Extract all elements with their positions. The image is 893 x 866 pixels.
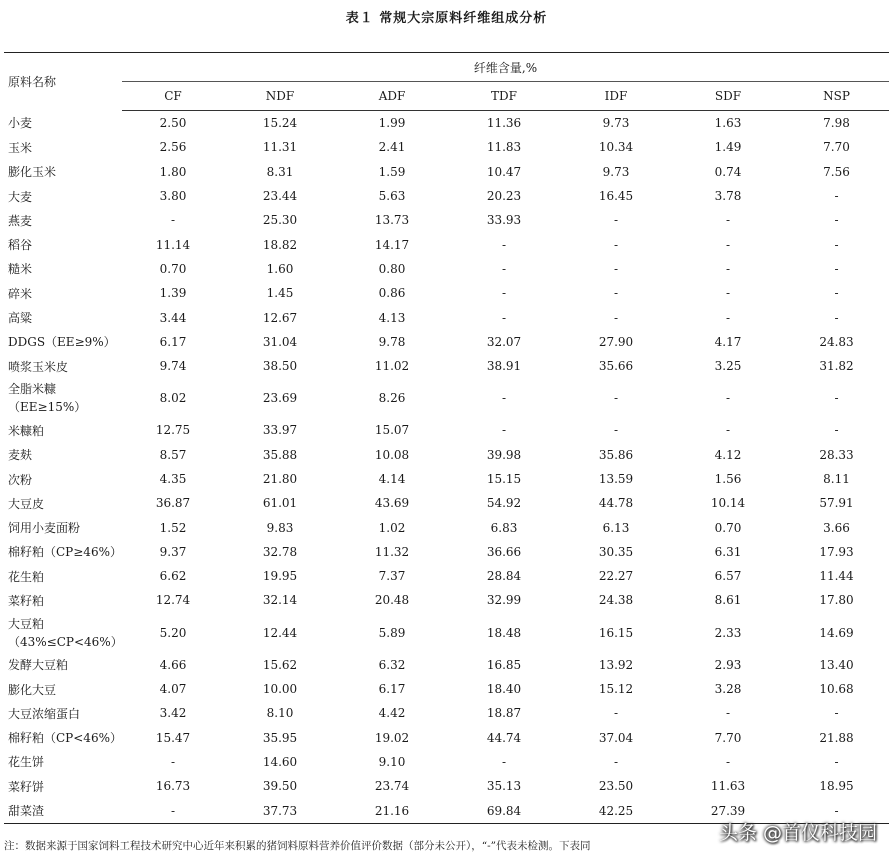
value-cell-nsp: - <box>834 706 839 721</box>
value-cell-nsp: 21.88 <box>819 730 854 745</box>
value-cell-cf: 8.57 <box>159 447 187 462</box>
value-cell-ndf: 9.83 <box>266 520 294 535</box>
header-nsp: NSP <box>784 82 889 111</box>
material-name-cell: 大豆浓缩蛋白 <box>8 706 81 721</box>
value-cell-tdf: 18.87 <box>486 706 522 721</box>
table-row <box>4 354 889 378</box>
value-cell-nsp: 57.91 <box>819 496 854 511</box>
value-cell-cf: 3.44 <box>159 310 187 325</box>
value-cell-idf: 42.25 <box>560 798 672 823</box>
material-name-cell: 玉米 <box>8 140 33 155</box>
value-cell-ndf: 31.04 <box>262 334 298 349</box>
value-cell-idf: 44.78 <box>598 496 634 511</box>
value-cell-sdf: 0.70 <box>714 520 742 535</box>
value-cell-adf: 5.89 <box>378 625 406 640</box>
value-cell-ndf: 10.00 <box>262 682 298 697</box>
value-cell-tdf: 10.47 <box>486 164 522 179</box>
watermark-label: 头条 @首仪科技园 <box>718 822 877 844</box>
value-cell-idf: 24.38 <box>598 593 634 608</box>
value-cell-ndf: 35.95 <box>262 730 298 745</box>
value-cell-ndf: 32.14 <box>262 593 298 608</box>
value-cell-cf: 1.39 <box>159 286 187 301</box>
table-row <box>4 467 889 491</box>
value-cell-tdf: 15.15 <box>486 472 522 486</box>
value-cell-sdf: 7.70 <box>714 730 742 745</box>
value-cell-sdf: - <box>725 391 731 406</box>
value-cell-sdf: 4.12 <box>714 447 742 462</box>
value-cell-tdf: - <box>501 261 507 276</box>
header-cf: CF <box>122 82 224 111</box>
value-cell-idf: 27.90 <box>598 334 634 349</box>
value-cell-cf: 1.80 <box>159 164 187 179</box>
value-cell-sdf: - <box>725 237 731 252</box>
header-fiber-content: 纤维含量,% <box>122 53 889 82</box>
table-row <box>4 184 889 208</box>
value-cell-ndf: 19.95 <box>262 569 298 584</box>
material-name-cell: 菜籽粕 <box>8 593 45 608</box>
value-cell-nsp: - <box>834 261 839 276</box>
value-cell-nsp: 17.93 <box>819 544 854 559</box>
value-cell-adf: 43.69 <box>374 496 410 511</box>
value-cell-adf: 23.74 <box>374 779 410 794</box>
table-row <box>4 653 889 677</box>
value-cell-tdf: 20.23 <box>486 189 522 204</box>
value-cell-ndf: 33.97 <box>262 423 298 438</box>
value-cell-tdf: 69.84 <box>448 798 560 823</box>
value-cell-sdf: 3.28 <box>714 682 742 697</box>
value-cell-cf: 2.56 <box>159 140 187 155</box>
material-name-cell: 膨化玉米 <box>8 165 57 180</box>
value-cell-tdf: 39.98 <box>486 447 522 462</box>
value-cell-sdf: 4.17 <box>714 334 742 349</box>
value-cell-idf: 23.50 <box>598 779 634 794</box>
value-cell-adf: 1.02 <box>378 520 406 535</box>
value-cell-ndf: 11.31 <box>262 140 298 155</box>
value-cell-sdf: 10.14 <box>710 496 746 511</box>
value-cell-adf: 11.02 <box>374 359 410 374</box>
table-body <box>4 111 889 824</box>
value-cell-nsp: - <box>834 237 839 252</box>
value-cell-tdf: 11.83 <box>486 140 522 155</box>
material-name-cell: 花生粕 <box>8 569 45 584</box>
value-cell-adf: 9.10 <box>378 754 406 769</box>
value-cell-nsp: 28.33 <box>819 447 854 462</box>
value-cell-idf: 10.34 <box>598 140 634 155</box>
value-cell-tdf: - <box>501 391 507 406</box>
value-cell-nsp: 18.95 <box>819 779 854 794</box>
value-cell-tdf: 6.83 <box>490 520 518 535</box>
value-cell-cf: 3.80 <box>159 189 187 204</box>
value-cell-ndf: 23.44 <box>262 189 298 204</box>
table-row <box>4 677 889 701</box>
value-cell-adf: 11.32 <box>374 544 410 559</box>
material-name-cell: 全脂米糠（EE≥15%） <box>8 382 87 415</box>
value-cell-ndf: 32.78 <box>262 544 298 559</box>
value-cell-idf: 13.92 <box>598 657 634 672</box>
value-cell-adf: 15.07 <box>374 423 410 438</box>
material-name-cell: 花生饼 <box>8 755 45 770</box>
value-cell-sdf: - <box>725 213 731 228</box>
value-cell-tdf: 16.85 <box>486 657 522 672</box>
value-cell-adf: 2.41 <box>378 140 406 155</box>
material-name-cell: 甜菜渣 <box>4 798 122 823</box>
value-cell-idf: 35.86 <box>598 447 634 462</box>
value-cell-adf: 4.14 <box>378 472 406 486</box>
value-cell-nsp: 24.83 <box>819 334 854 349</box>
header-material-name: 原料名称 <box>4 53 122 111</box>
value-cell-cf: 4.35 <box>159 472 187 486</box>
value-cell-idf: 9.73 <box>602 116 630 131</box>
material-name-cell: 饲用小麦面粉 <box>8 521 81 536</box>
table-row <box>4 257 889 281</box>
value-cell-ndf: 25.30 <box>262 213 298 228</box>
value-cell-adf: 4.42 <box>378 706 406 721</box>
value-cell-nsp: - <box>834 754 839 769</box>
table-row <box>4 208 889 232</box>
value-cell-nsp: 14.69 <box>819 625 854 640</box>
value-cell-ndf: 1.60 <box>266 261 294 276</box>
value-cell-tdf: - <box>501 310 507 325</box>
table-row <box>4 443 889 467</box>
value-cell-tdf: 36.66 <box>486 544 522 559</box>
value-cell-idf: - <box>613 391 619 406</box>
table-row <box>4 726 889 750</box>
value-cell-cf: 4.66 <box>159 657 187 672</box>
material-name-cell: 稻谷 <box>8 238 33 253</box>
value-cell-idf: 37.04 <box>598 730 634 745</box>
material-name-cell: 糙米 <box>8 262 33 277</box>
value-cell-adf: 0.80 <box>378 261 406 276</box>
value-cell-tdf: 18.40 <box>486 682 522 697</box>
value-cell-tdf: 11.36 <box>486 116 522 131</box>
table-row <box>4 330 889 354</box>
table-row <box>4 701 889 725</box>
value-cell-nsp: - <box>834 286 839 301</box>
value-cell-idf: - <box>613 286 619 301</box>
value-cell-tdf: 18.48 <box>486 625 522 640</box>
value-cell-cf: 12.75 <box>155 423 191 438</box>
table-footnote: 注：数据来源于国家饲料工程技术研究中心近年来积累的猪饲料原料营养价值评价数据（部分未公开），“-”代表未检测。下表同 <box>4 840 591 852</box>
header-tdf: TDF <box>448 82 560 111</box>
material-name-cell: 高粱 <box>8 311 33 326</box>
value-cell-adf: 4.13 <box>378 310 406 325</box>
value-cell-adf: 0.86 <box>378 286 406 301</box>
material-name-cell: 喷浆玉米皮 <box>8 359 69 374</box>
value-cell-tdf: 32.07 <box>486 334 522 349</box>
value-cell-idf: 15.12 <box>598 682 634 697</box>
table-row <box>4 160 889 184</box>
value-cell-idf: - <box>613 754 619 769</box>
header-ndf: NDF <box>224 82 336 111</box>
value-cell-adf: 8.26 <box>378 391 406 406</box>
value-cell-nsp: 3.66 <box>823 520 850 535</box>
value-cell-cf: - <box>122 798 224 823</box>
material-name-cell: 麦麸 <box>8 448 33 463</box>
value-cell-idf: - <box>613 237 619 252</box>
value-cell-idf: - <box>613 310 619 325</box>
material-name-cell: 大豆粕（43%≤CP<46%） <box>8 616 123 649</box>
table-row <box>4 588 889 612</box>
value-cell-tdf: 38.91 <box>486 359 522 374</box>
value-cell-cf: 11.14 <box>155 237 191 252</box>
value-cell-adf: 14.17 <box>374 237 410 252</box>
value-cell-sdf: 1.56 <box>714 472 742 486</box>
value-cell-nsp: - <box>834 213 839 228</box>
value-cell-sdf: 11.63 <box>710 779 746 794</box>
table-row <box>4 111 889 136</box>
value-cell-cf: 6.62 <box>159 569 187 584</box>
value-cell-adf: 13.73 <box>374 213 410 228</box>
table-row <box>4 418 889 442</box>
table-row <box>4 515 889 539</box>
value-cell-sdf: - <box>725 754 731 769</box>
material-name-cell: 大麦 <box>8 189 33 204</box>
material-name-cell: 棉籽粕（CP<46%） <box>8 731 122 746</box>
value-cell-nsp: - <box>834 423 839 438</box>
value-cell-ndf: 23.69 <box>262 391 298 406</box>
value-cell-cf: 1.52 <box>159 520 187 535</box>
value-cell-nsp: 7.56 <box>823 164 850 179</box>
value-cell-adf: 1.99 <box>378 116 406 131</box>
value-cell-sdf: - <box>725 423 731 438</box>
table-row <box>4 540 889 564</box>
value-cell-ndf: 12.44 <box>262 625 298 640</box>
value-cell-nsp: - <box>834 189 839 204</box>
value-cell-tdf: 54.92 <box>486 496 522 511</box>
material-name-cell: 棉籽粕（CP≥46%） <box>8 545 122 560</box>
value-cell-adf: 21.16 <box>336 798 448 823</box>
value-cell-adf: 6.17 <box>378 682 406 697</box>
table-row <box>4 305 889 329</box>
value-cell-adf: 10.08 <box>374 447 410 462</box>
value-cell-ndf: 37.73 <box>224 798 336 823</box>
value-cell-ndf: 8.31 <box>266 164 294 179</box>
material-name-cell: 米糠粕 <box>8 423 45 438</box>
value-cell-idf: 22.27 <box>598 569 634 584</box>
value-cell-sdf: - <box>725 261 731 276</box>
value-cell-tdf: 44.74 <box>486 730 522 745</box>
value-cell-sdf: 8.61 <box>714 593 742 608</box>
value-cell-cf: 3.42 <box>159 706 187 721</box>
table-row <box>4 750 889 774</box>
value-cell-sdf: 1.63 <box>714 116 742 131</box>
value-cell-idf: 13.59 <box>598 472 634 486</box>
material-name-cell: 小麦 <box>8 116 33 131</box>
value-cell-sdf: 27.39 <box>672 798 784 823</box>
table-title: 表１ 常规大宗原料纤维组成分析 <box>345 11 548 26</box>
table-row <box>4 564 889 588</box>
value-cell-sdf: 3.25 <box>714 359 742 374</box>
value-cell-ndf: 39.50 <box>262 779 298 794</box>
value-cell-cf: 8.02 <box>159 391 187 406</box>
value-cell-cf: 6.17 <box>159 334 187 349</box>
value-cell-cf: 9.74 <box>159 359 187 374</box>
value-cell-idf: 30.35 <box>598 544 634 559</box>
value-cell-nsp: 11.44 <box>819 569 854 584</box>
value-cell-idf: 6.13 <box>602 520 630 535</box>
value-cell-nsp: - <box>834 391 839 406</box>
value-cell-idf: 16.45 <box>598 189 634 204</box>
value-cell-adf: 5.63 <box>378 189 406 204</box>
material-name-cell: 碎米 <box>8 286 33 301</box>
value-cell-cf: 4.07 <box>159 682 187 697</box>
material-name-cell: 膨化大豆 <box>8 682 57 697</box>
header-adf: ADF <box>336 82 448 111</box>
material-name-cell: DDGS（EE≥9%） <box>8 335 116 350</box>
value-cell-idf: - <box>613 706 619 721</box>
value-cell-idf: - <box>613 423 619 438</box>
value-cell-sdf: 0.74 <box>714 164 742 179</box>
value-cell-tdf: 28.84 <box>486 569 522 584</box>
table-row <box>4 135 889 159</box>
value-cell-tdf: - <box>501 423 507 438</box>
value-cell-nsp: - <box>834 310 839 325</box>
material-name-cell: 大豆皮 <box>8 496 45 511</box>
value-cell-ndf: 14.60 <box>262 754 298 769</box>
value-cell-nsp: 7.70 <box>823 140 850 155</box>
material-name-cell: 次粉 <box>8 472 33 487</box>
fiber-composition-table <box>4 52 889 824</box>
value-cell-sdf: 1.49 <box>714 140 742 155</box>
value-cell-cf: - <box>170 213 176 228</box>
value-cell-cf: 2.50 <box>159 116 187 131</box>
value-cell-cf: 15.47 <box>155 730 191 745</box>
value-cell-ndf: 61.01 <box>262 496 298 511</box>
value-cell-idf: 16.15 <box>598 625 634 640</box>
table-row <box>4 613 889 653</box>
value-cell-tdf: 32.99 <box>486 593 522 608</box>
value-cell-idf: - <box>613 261 619 276</box>
value-cell-sdf: 6.57 <box>714 569 742 584</box>
table-row <box>4 378 889 418</box>
value-cell-sdf: 2.33 <box>714 625 742 640</box>
value-cell-cf: 12.74 <box>155 593 191 608</box>
value-cell-cf: 9.37 <box>159 544 187 559</box>
value-cell-adf: 19.02 <box>374 730 410 745</box>
value-cell-adf: 1.59 <box>378 164 406 179</box>
material-name-cell: 燕麦 <box>8 213 33 228</box>
value-cell-adf: 6.32 <box>378 657 406 672</box>
value-cell-ndf: 21.80 <box>262 472 298 486</box>
header-sdf: SDF <box>672 82 784 111</box>
value-cell-ndf: 15.24 <box>262 116 298 131</box>
value-cell-cf: 5.20 <box>159 625 187 640</box>
value-cell-cf: 0.70 <box>159 261 187 276</box>
value-cell-ndf: 35.88 <box>262 447 298 462</box>
value-cell-tdf: - <box>501 286 507 301</box>
value-cell-idf: - <box>613 213 619 228</box>
material-name-cell: 发酵大豆粕 <box>8 658 69 673</box>
table-row <box>4 232 889 256</box>
value-cell-tdf: - <box>501 237 507 252</box>
table-row <box>4 491 889 515</box>
value-cell-sdf: - <box>725 706 731 721</box>
value-cell-tdf: - <box>501 754 507 769</box>
value-cell-ndf: 15.62 <box>262 657 298 672</box>
header-idf: IDF <box>560 82 672 111</box>
value-cell-cf: 36.87 <box>155 496 191 511</box>
value-cell-sdf: 6.31 <box>714 544 742 559</box>
value-cell-idf: 9.73 <box>602 164 630 179</box>
value-cell-ndf: 12.67 <box>262 310 298 325</box>
value-cell-adf: 9.78 <box>378 334 406 349</box>
value-cell-adf: 7.37 <box>378 569 406 584</box>
value-cell-adf: 20.48 <box>374 593 410 608</box>
value-cell-idf: 35.66 <box>598 359 634 374</box>
value-cell-tdf: 33.93 <box>486 213 522 228</box>
value-cell-ndf: 8.10 <box>266 706 294 721</box>
value-cell-tdf: 35.13 <box>486 779 522 794</box>
value-cell-nsp: 31.82 <box>819 359 854 374</box>
value-cell-sdf: 3.78 <box>714 189 742 204</box>
value-cell-cf: 16.73 <box>155 779 191 794</box>
material-name-cell: 菜籽饼 <box>8 779 45 794</box>
value-cell-ndf: 38.50 <box>262 359 298 374</box>
table-row <box>4 774 889 798</box>
value-cell-nsp: 17.80 <box>819 593 854 608</box>
value-cell-ndf: 18.82 <box>262 237 298 252</box>
value-cell-nsp: 8.11 <box>823 472 850 486</box>
value-cell-ndf: 1.45 <box>266 286 294 301</box>
value-cell-sdf: - <box>725 310 731 325</box>
value-cell-nsp: 13.40 <box>819 657 854 672</box>
table-row <box>4 281 889 305</box>
value-cell-cf: - <box>170 754 176 769</box>
value-cell-sdf: 2.93 <box>714 657 742 672</box>
value-cell-nsp: - <box>784 798 889 823</box>
value-cell-nsp: 7.98 <box>823 116 850 131</box>
value-cell-nsp: 10.68 <box>819 682 854 697</box>
value-cell-sdf: - <box>725 286 731 301</box>
